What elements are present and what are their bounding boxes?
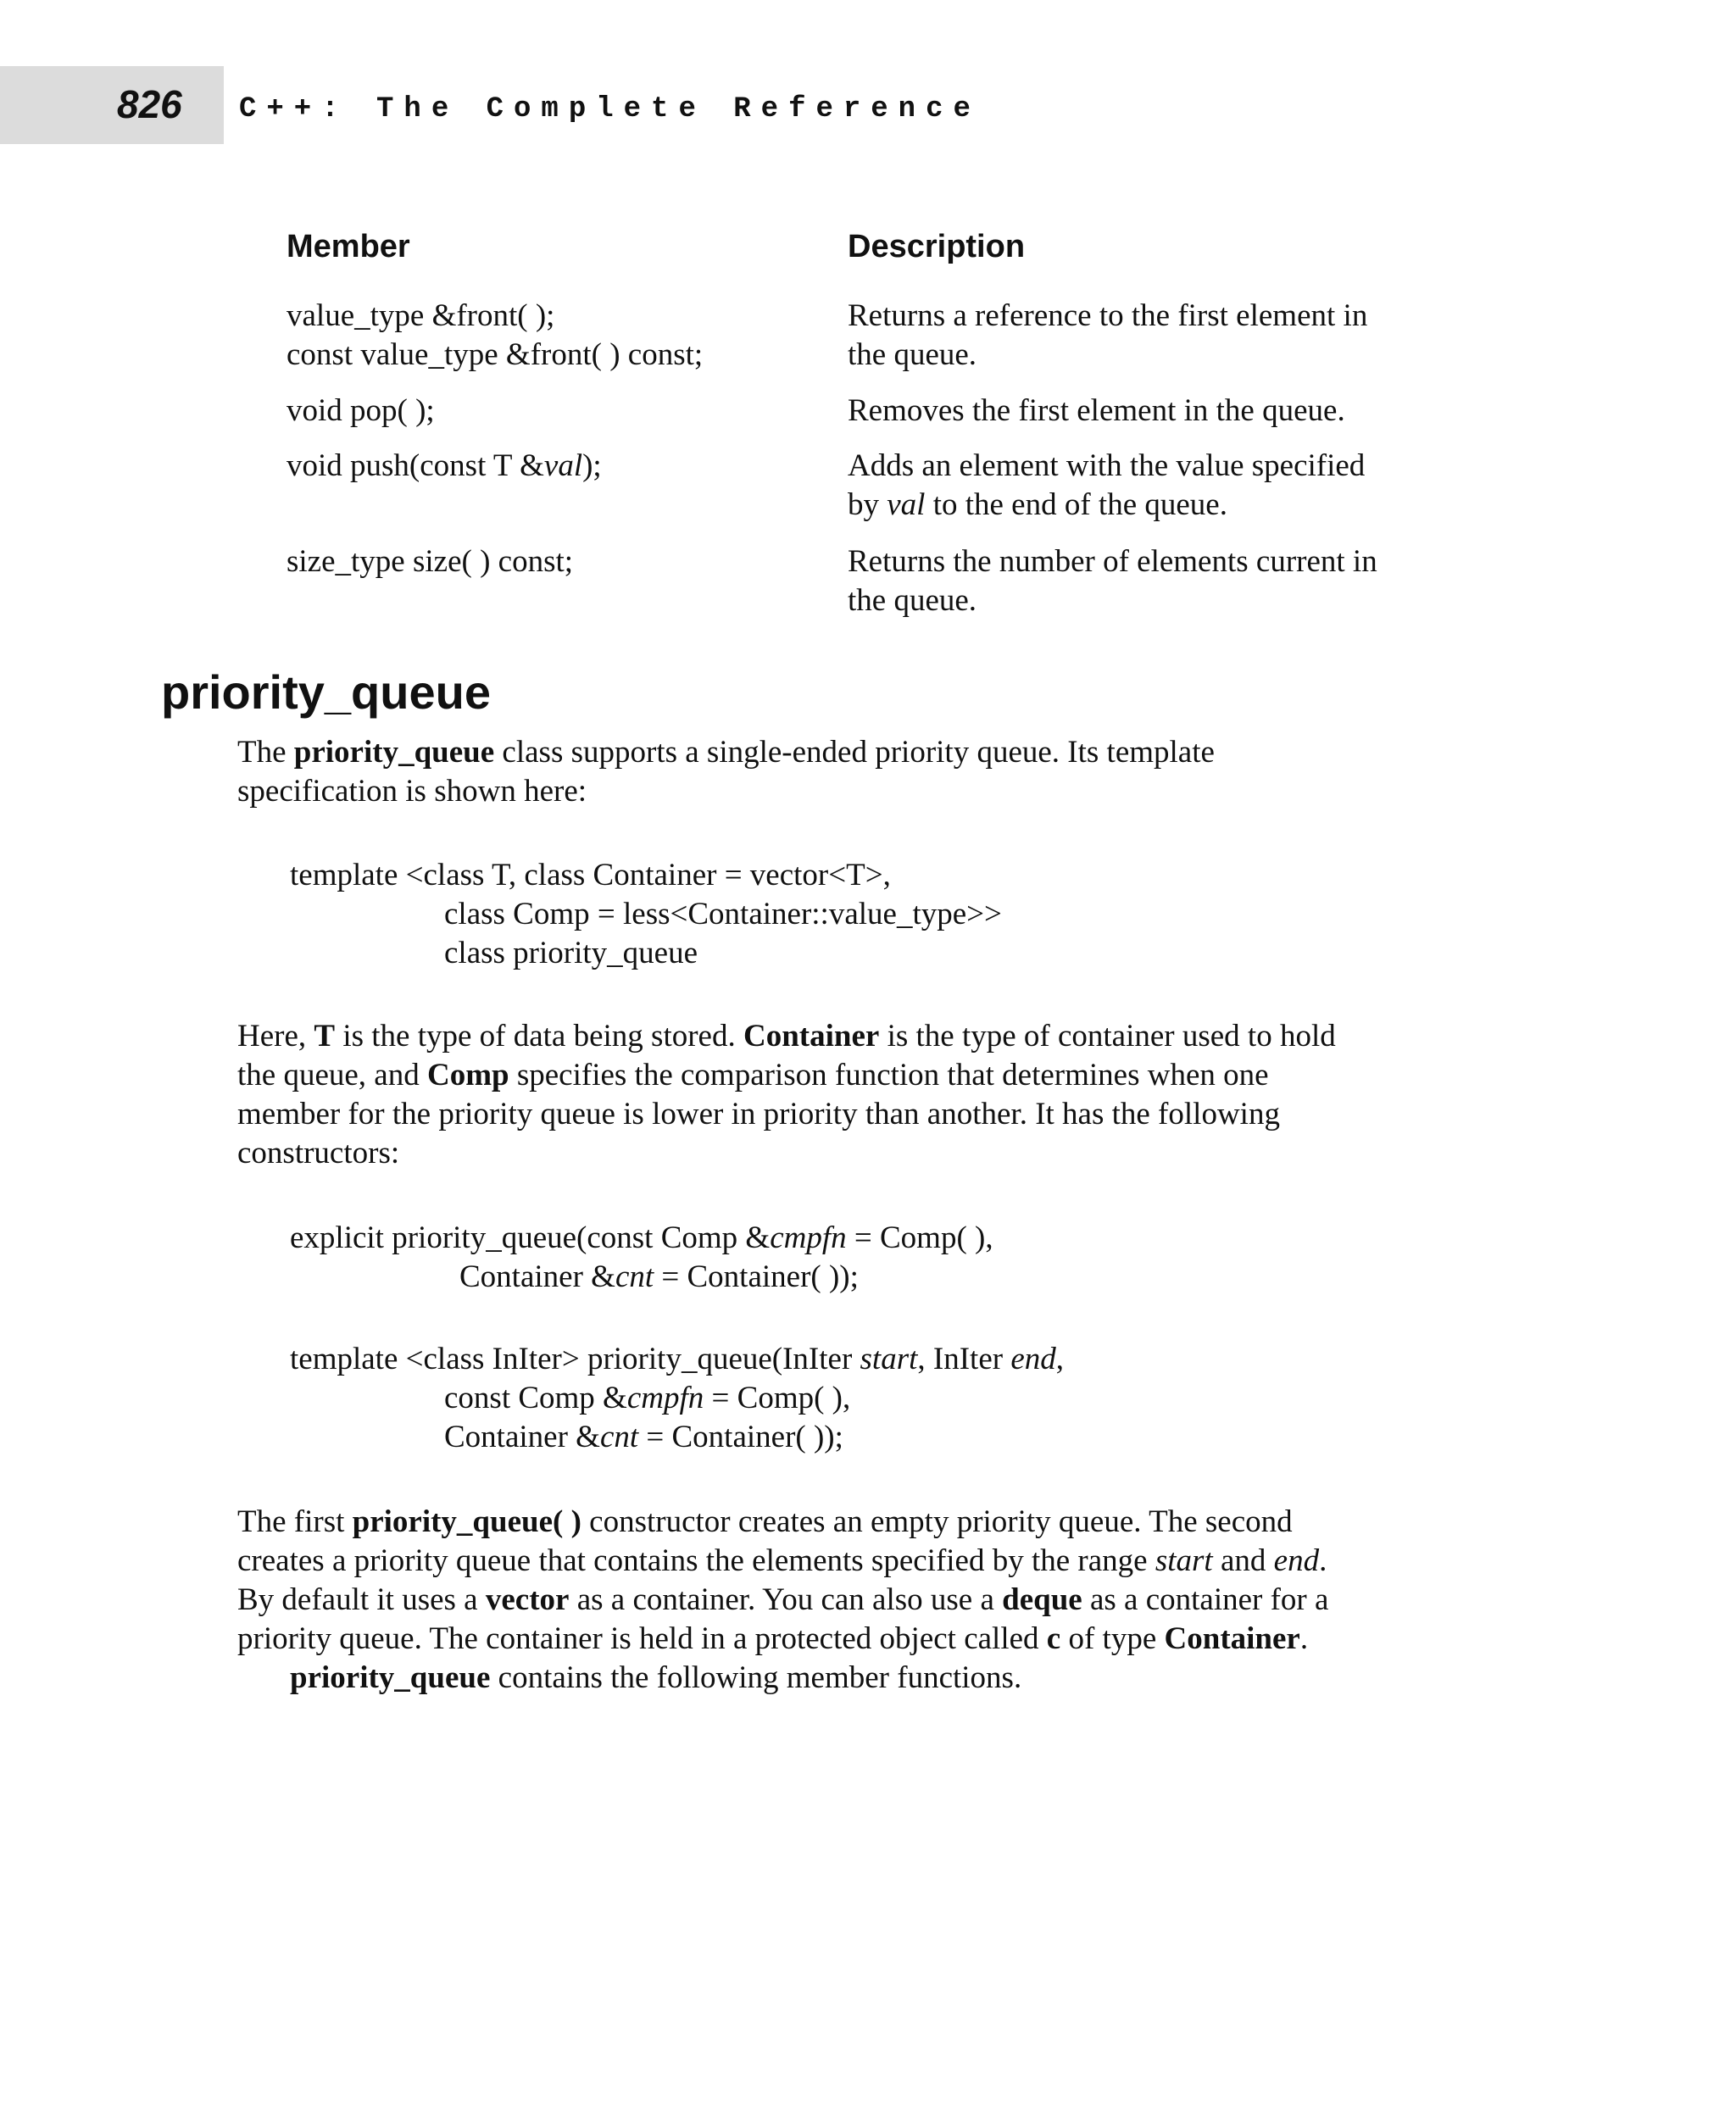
table-row-member: value_type &front( ); const value_type &front( ) const; [287, 298, 704, 372]
intro-paragraph: The priority_queue class supports a single-ended priority queue. Its template specification is shown here: [237, 735, 1215, 809]
code-line: const Comp &cmpfn = Comp( ), [444, 1381, 851, 1415]
table-row-description: Adds an element with the value specified by val to the end of the queue. [848, 448, 1366, 522]
table-row-member: void pop( ); [287, 393, 435, 428]
description-paragraph: Here, T is the type of data being stored. Container is the type of container used to hold the queue, and Comp specifies the comparison function that determines when one member for the priority queue is lower in priority than another. It has the following constructors: [237, 1019, 1336, 1170]
section-title: priority_queue [161, 665, 491, 719]
closing-paragraph: The first priority_queue( ) constructor creates an empty priority queue. The second creates a priority queue that contains the elements specified by the range start and end. By default it uses a vector as a container. You can also use a deque as a container for a priority queue. The container is held in a protected object called c of type Container. priority_queue contains the following member functions. [237, 1504, 1329, 1695]
table-row-member: size_type size( ) const; [287, 544, 574, 579]
running-head: C++: The Complete Reference [239, 93, 981, 125]
code-line: class priority_queue [444, 936, 698, 970]
code-line: template <class InIter> priority_queue(InIter start, InIter end, [290, 1342, 1064, 1376]
table-row-description: Removes the first element in the queue. [848, 393, 1345, 428]
code-line: class Comp = less<Container::value_type>> [444, 897, 1002, 931]
table-row-member: void push(const T &val); [287, 448, 602, 483]
code-line: template <class T, class Container = vector<T>, [290, 858, 891, 892]
code-line: explicit priority_queue(const Comp &cmpfn = Comp( ), [290, 1220, 993, 1255]
table-row-description: Returns the number of elements current in the queue. [848, 544, 1377, 618]
page-number-tab [0, 66, 224, 144]
code-line: Container &cnt = Container( )); [444, 1420, 843, 1454]
table-header-member: Member [287, 229, 410, 264]
table-header-description: Description [848, 229, 1026, 264]
page-number: 826 [117, 82, 182, 126]
table-row-description: Returns a reference to the first element in the queue. [848, 298, 1368, 372]
code-line: Container &cnt = Container( )); [459, 1259, 859, 1294]
